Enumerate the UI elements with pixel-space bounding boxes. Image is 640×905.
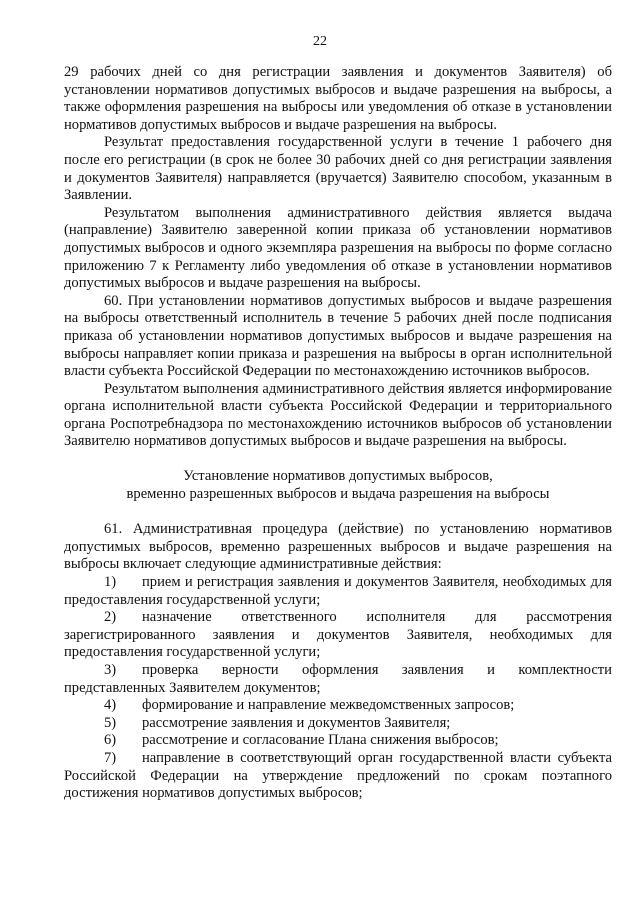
- list-item-text: формирование и направление межведомственных запросов;: [142, 697, 515, 714]
- page-number: 22: [313, 34, 327, 49]
- paragraph-61: 61. Административная процедура (действие) по установлению нормативов допустимых выбросов, временно разрешенных выбросов и выдаче разрешения на выбросы включает следующие административные действия:: [64, 521, 612, 573]
- list-item-text: рассмотрение заявления и документов Заявителя;: [142, 714, 451, 731]
- paragraph-continuation: 29 рабочих дней со дня регистрации заявления и документов Заявителя) об установлении нормативов допустимых выбросов и выдаче разрешения на выбросы, а также оформления разрешения на выбросы или уведомления об отказе в установлении нормативов допустимых выбросов и выдаче разрешения на выбросы.: [64, 64, 612, 133]
- list-item: [64, 662, 612, 697]
- section-heading-line-1: Установление нормативов допустимых выбросов,: [183, 468, 493, 485]
- list-item-number: 1): [104, 574, 117, 591]
- section-heading: [64, 468, 612, 503]
- list-item-text: прием и регистрация заявления и документов Заявителя, необходимых для предоставления государственной услуги;: [64, 574, 612, 608]
- paragraph-result-issuance: Результатом выполнения административного действия является выдача (направление) Заявителю заверенной копии приказа об установлении нормативов допустимых выбросов и одного экземпляра разрешения на выбросы по форме согласно приложению 7 к Регламенту либо уведомления об отказе в установлении нормативов допустимых выбросов и выдаче разрешения на выбросы.: [64, 204, 612, 292]
- list-item-text: проверка верности оформления заявления и комплектности представленных Заявителем документов;: [64, 662, 612, 696]
- list-item: [64, 732, 612, 750]
- list-item-number: 2): [104, 609, 117, 626]
- list-item-number: 6): [104, 732, 117, 749]
- list-item-number: 5): [104, 714, 117, 731]
- document-body: [64, 64, 612, 803]
- list-item: [64, 697, 612, 715]
- list-item-text: назначение ответственного исполнителя для рассмотрения зарегистрированного заявления и документов Заявителя, необходимых для предоставления государственной услуги;: [64, 609, 612, 661]
- list-item: [64, 609, 612, 662]
- list-item: [64, 574, 612, 609]
- list-item-number: 7): [104, 749, 117, 766]
- list-item-text: направление в соответствующий орган государственной власти субъекта Российской Федерации на утверждение предложений по срокам поэтапного достижения нормативов допустимых выбросов;: [64, 749, 612, 802]
- paragraph-60: 60. При установлении нормативов допустимых выбросов и выдаче разрешения на выбросы ответственный исполнитель в течение 5 рабочих дней после подписания приказа об установлении нормативов допустимых выбросов и выдаче разрешения на выбросы направляет копии приказа и разрешения на выбросы в орган исполнительной власти субъекта Российской Федерации по местонахождению источников выбросов.: [64, 292, 612, 380]
- list-item: [64, 715, 612, 733]
- paragraph-result-delivery: Результат предоставления государственной услуги в течение 1 рабочего дня после его регистрации (в срок не более 30 рабочих дней со дня регистрации заявления и документов Заявителя) направляется (вручается) Заявителю способом, указанным в Заявлении.: [64, 134, 612, 204]
- list-item-number: 3): [104, 662, 117, 678]
- paragraph-result-informing: Результатом выполнения административного действия является информирование органа исполнительной власти субъекта Российской Федерации и территориального органа Роспотребнадзора по местонахождению источников выбросов об установлении Заявителю нормативов допустимых выбросов и выдаче разрешения на выбросы.: [64, 380, 612, 450]
- section-heading-line-2: временно разрешенных выбросов и выдача разрешения на выбросы: [126, 485, 550, 502]
- list-item-number: 4): [104, 697, 117, 714]
- list-item-text: рассмотрение и согласование Плана снижения выбросов;: [142, 732, 499, 749]
- list-item: [64, 750, 612, 803]
